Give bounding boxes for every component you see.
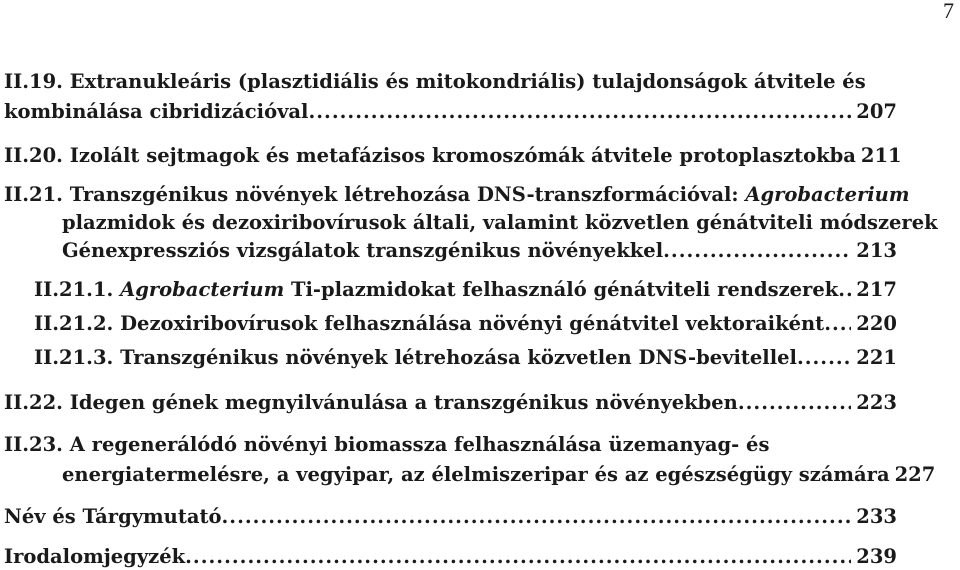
toc-entry-title: Izolált sejtmagok és metafázisos kromoszómák átvitele protoplasztokba (69, 144, 856, 167)
page-number: 7 (943, 0, 954, 23)
toc-page-number: 239 (856, 545, 897, 568)
toc-page-number: 211 (860, 144, 902, 167)
toc-entry-number: II.22. (4, 391, 63, 414)
toc-entry-ii-21-line3[interactable] (62, 241, 897, 261)
toc-page-number: 213 (856, 239, 897, 262)
toc-entry-ii-21-3[interactable] (34, 348, 897, 368)
leader-dots (222, 507, 852, 527)
toc-entry-title: Extranukleáris (plasztidiális és mitokondriális) tulajdonságok átvitele és (69, 70, 866, 93)
leader-dots (738, 393, 851, 413)
toc-entry-title-cont: Génexpressziós vizsgálatok transzgénikus növényekkel (62, 239, 664, 262)
leader-dots (185, 547, 851, 567)
toc-entry-ii-20[interactable] (4, 144, 902, 167)
toc-page-number: 227 (894, 463, 936, 486)
toc-entry-ii-19-line2[interactable] (4, 102, 897, 122)
toc-entry-number: II.20. (4, 144, 63, 167)
toc-entry-title: Ti-plazmidokat felhasználó génátviteli rendszerek (291, 278, 839, 301)
toc-page-number: 233 (856, 505, 897, 528)
toc-entry-title: A regenerálódó növényi biomassza felhasználása üzemanyag- és (69, 433, 770, 456)
toc-entry-ii-21-1[interactable] (34, 280, 897, 300)
toc-entry-ii-21-line2[interactable] (62, 213, 938, 233)
toc-entry-ii-22[interactable] (4, 393, 897, 413)
toc-page-number: 217 (856, 278, 897, 301)
leader-dots (663, 241, 851, 261)
leader-dots (797, 348, 851, 368)
toc-entry-bibliography[interactable] (4, 547, 897, 567)
toc-page-number: 207 (856, 100, 897, 123)
toc-entry-ii-23-line2[interactable] (62, 463, 936, 486)
toc-entry-title-cont: energiatermelésre, a vegyipar, az élelmiszeripar és az egészségügy számára (62, 463, 890, 486)
toc-entry-ii-21-line1[interactable] (4, 185, 909, 205)
toc-entry-title-italic: Agrobacterium (120, 278, 285, 301)
toc-entry-title-italic: Agrobacterium (745, 183, 910, 206)
toc-page-number: 220 (856, 312, 897, 335)
toc-entry-title: Név és Tárgymutató (4, 505, 222, 528)
leader-dots (308, 102, 851, 122)
toc-entry-ii-19-line1[interactable] (4, 72, 866, 92)
leader-dots (838, 280, 851, 300)
toc-entry-title: Irodalomjegyzék (4, 545, 186, 568)
toc-entry-title-cont: plazmidok és dezoxiribovírusok általi, valamint közvetlen génátviteli módszerek (62, 211, 938, 234)
toc-entry-number: II.23. (4, 433, 63, 456)
toc-page-number: 221 (856, 346, 897, 369)
toc-entry-ii-21-2[interactable] (34, 314, 897, 334)
toc-entry-title: Transzgénikus növények létrehozása közvetlen DNS-bevitellel (120, 346, 797, 369)
toc-entry-title: Idegen gének megnyilvánulása a transzgénikus növényekben (69, 391, 738, 414)
toc-entry-ii-23-line1[interactable] (4, 435, 769, 455)
toc-entry-index[interactable] (4, 507, 897, 527)
toc-entry-number: II.21.3. (34, 346, 114, 369)
toc-entry-number: II.19. (4, 70, 63, 93)
toc-entry-number: II.21.1. (34, 278, 114, 301)
toc-entry-number: II.21.2. (34, 312, 114, 335)
toc-page-number: 223 (856, 391, 897, 414)
toc-entry-title-cont: kombinálása cibridizációval (4, 100, 309, 123)
toc-entry-title: Dezoxiribovírusok felhasználása növényi génátvitel vektoraiként (120, 312, 825, 335)
toc-entry-number: II.21. (4, 183, 63, 206)
leader-dots (824, 314, 851, 334)
toc-entry-title: Transzgénikus növények létrehozása DNS-transzformációval: (69, 183, 739, 206)
